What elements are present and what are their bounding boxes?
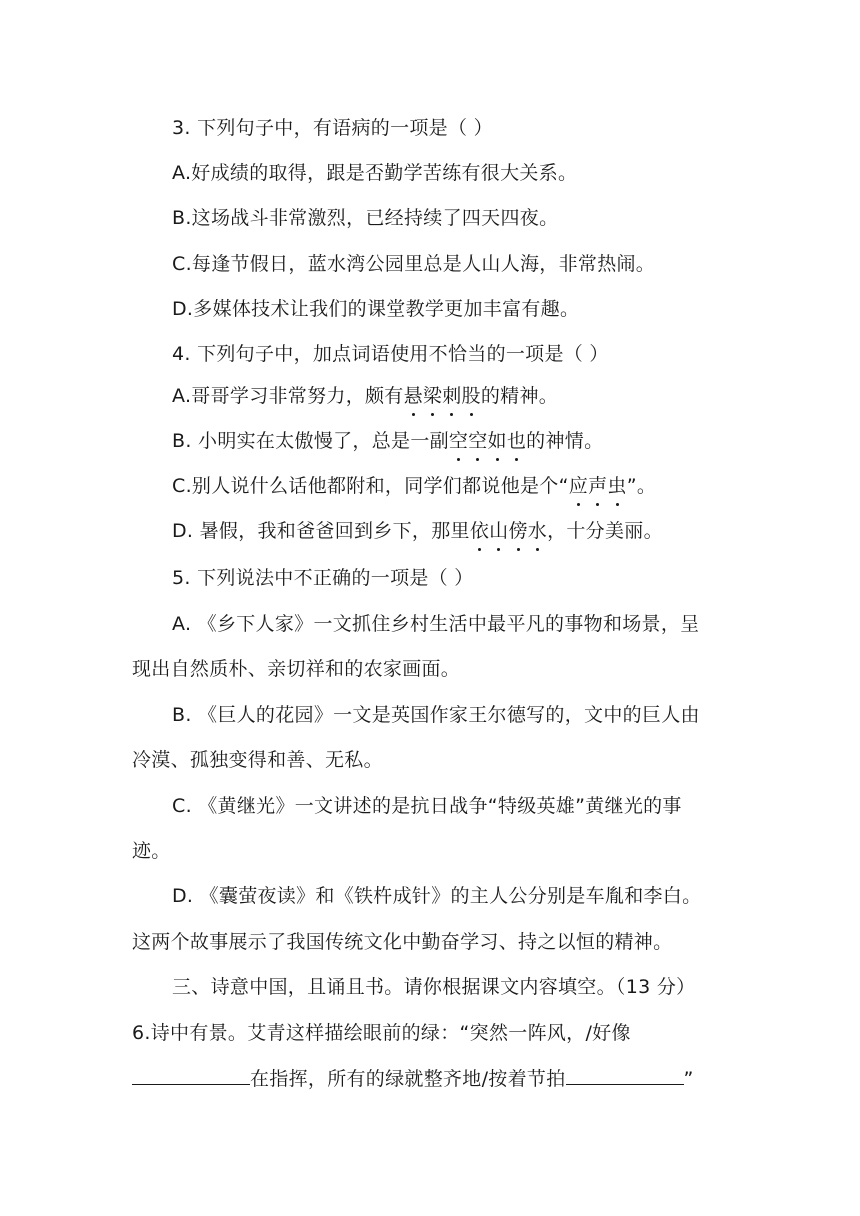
dotted-char: 也: [507, 427, 526, 455]
question-6-text-mid: 在指挥，所有的绿就整齐地/按着节拍: [250, 1068, 566, 1090]
dotted-char: 股: [462, 382, 481, 410]
question-5-option-a-line-2: 现出自然质朴、亲切祥和的农家画面。: [132, 658, 461, 680]
question-5-option-c-line-1: C. 《黄继光》一文讲述的是抗日战争“特级英雄”黄继光的事: [172, 795, 682, 817]
dotted-char: 水: [528, 517, 547, 545]
question-3-option-d: D.多媒体技术让我们的课堂教学更加丰富有趣。: [172, 298, 580, 320]
question-3-option-c: C.每逢节假日，蓝水湾公园里总是人山人海，非常热闹。: [172, 253, 656, 275]
question-4-option-c: [172, 472, 656, 500]
dotted-char: 悬: [404, 382, 423, 410]
dotted-char: 梁: [423, 382, 442, 410]
question-6-line-1: 6.诗中有景。艾青这样描绘眼前的绿：“突然一阵风，/好像: [132, 1022, 631, 1044]
question-5-option-c-line-2: 迹。: [132, 840, 171, 862]
question-4-option-b: [172, 427, 603, 455]
question-6-text-end: ”: [683, 1068, 694, 1090]
dotted-char: 空: [449, 427, 468, 455]
question-5-option-d-line-1: D. 《囊萤夜读》和《铁杵成针》的主人公分别是车胤和李白。: [172, 885, 702, 907]
option-a-text-before: A.哥哥学习非常努力，颇有: [172, 385, 404, 407]
dotted-char: 傍: [508, 517, 527, 545]
dotted-char: 虫: [607, 472, 626, 500]
option-c-text-before: C.别人说什么话他都附和，同学们都说他是个“: [172, 475, 569, 497]
question-5-option-d-line-2: 这两个故事展示了我国传统文化中勤奋学习、持之以恒的精神。: [132, 931, 673, 953]
dotted-char: 依: [470, 517, 489, 545]
question-5-option-b-line-1: B. 《巨人的花园》一文是英国作家王尔德写的，文中的巨人由: [172, 704, 700, 726]
option-d-text-before: D. 暑假，我和爸爸回到乡下，那里: [172, 520, 470, 542]
option-c-text-after: ”。: [626, 475, 657, 497]
question-5-stem: 5. 下列说法中不正确的一项是（ ）: [172, 567, 474, 589]
fill-in-blank-2[interactable]: [566, 1064, 684, 1085]
option-a-text-after: 的精神。: [480, 385, 559, 407]
option-b-text-before: B. 小明实在太傲慢了，总是一副: [172, 430, 449, 452]
dotted-char: 声: [588, 472, 607, 500]
option-d-text-after: ，十分美丽。: [547, 520, 663, 542]
dotted-char: 刺: [442, 382, 461, 410]
question-4-option-d: [172, 517, 663, 545]
section-3-heading: 三、诗意中国，且诵且书。请你根据课文内容填空。（13 分）: [172, 976, 696, 998]
option-b-text-after: 的神情。: [526, 430, 604, 452]
question-4-option-a: [172, 382, 558, 410]
dotted-char: 山: [489, 517, 508, 545]
fill-in-blank-1[interactable]: [132, 1064, 250, 1085]
question-3-option-a: A.好成绩的取得，跟是否勤学苦练有很大关系。: [172, 162, 578, 184]
question-5-option-a-line-1: A. 《乡下人家》一文抓住乡村生活中最平凡的事物和场景，呈: [172, 613, 700, 635]
question-3-stem: 3. 下列句子中，有语病的一项是（ ）: [172, 117, 493, 139]
question-3-option-b: B.这场战斗非常激烈，已经持续了四天四夜。: [172, 207, 559, 229]
question-6-line-2: [132, 1064, 694, 1093]
question-5-option-b-line-2: 冷漠、孤独变得和善、无私。: [132, 749, 383, 771]
dotted-char: 空: [468, 427, 487, 455]
dotted-char: 如: [488, 427, 507, 455]
question-4-stem: 4. 下列句子中，加点词语使用不恰当的一项是（ ）: [172, 343, 609, 365]
dotted-char: 应: [569, 472, 588, 500]
